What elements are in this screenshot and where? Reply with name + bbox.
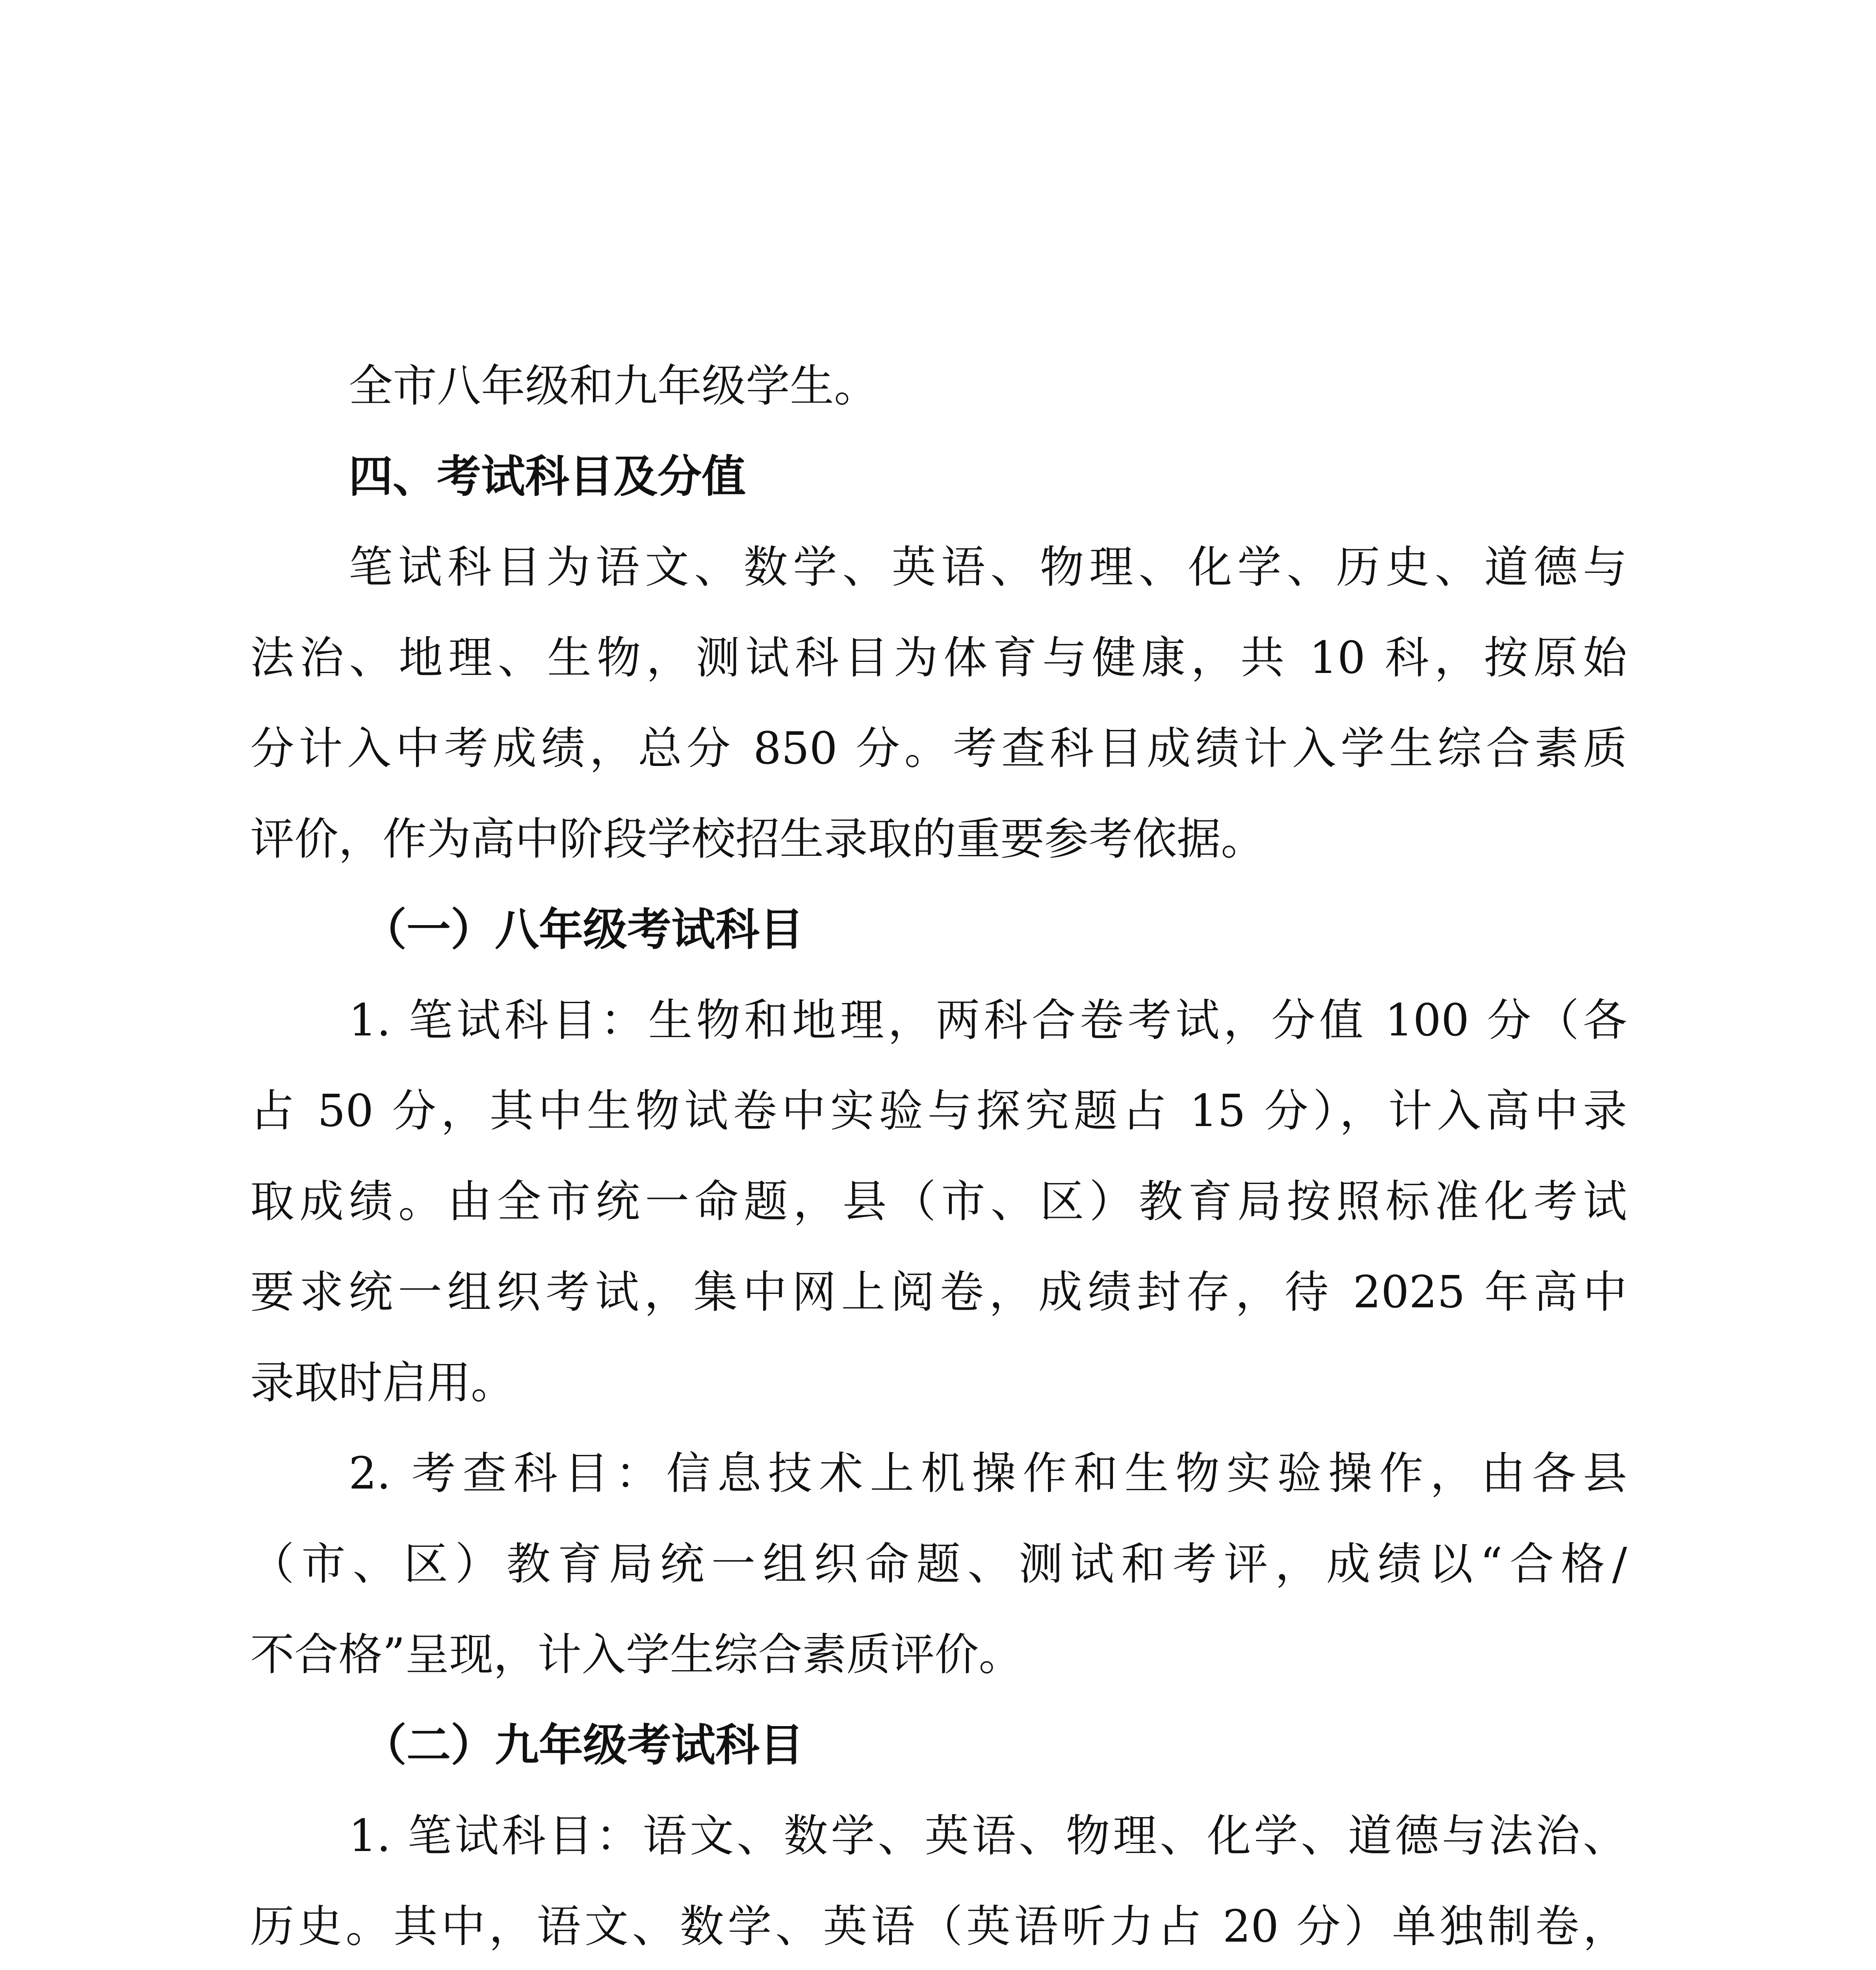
body-line: 分计入中考成绩，总分 850 分。考查科目成绩计入学生综合素质 [250, 723, 1627, 774]
body-line: 占 50 分，其中生物试卷中实验与探究题占 15 分），计入高中录 [250, 1085, 1627, 1137]
body-line: 1. 笔试科目：语文、数学、英语、物理、化学、道德与法治、 [349, 1810, 1627, 1862]
body-line: 2. 考查科目：信息技术上机操作和生物实验操作，由各县 [349, 1448, 1627, 1499]
body-line: 笔试科目为语文、数学、英语、物理、化学、历史、道德与 [349, 542, 1627, 593]
body-line: （市、区）教育局统一组织命题、测试和考评，成绩以“合格/ [250, 1539, 1627, 1590]
body-line: 不合格”呈现，计入学生综合素质评价。 [250, 1629, 1023, 1680]
body-line: 全市八年级和九年级学生。 [349, 361, 878, 412]
body-line: 1. 笔试科目：生物和地理，两科合卷考试，分值 100 分（各 [349, 995, 1627, 1046]
subsection-heading: （一）八年级考试科目 [362, 904, 804, 955]
section-heading: 四、考试科目及分值 [349, 451, 746, 502]
body-line: 评价，作为高中阶段学校招生录取的重要参考依据。 [250, 814, 1265, 865]
body-line: 法治、地理、生物，测试科目为体育与健康，共 10 科，按原始 [250, 632, 1627, 684]
body-line: 录取时启用。 [250, 1357, 515, 1409]
body-line: 取成绩。由全市统一命题，县（市、区）教育局按照标准化考试 [250, 1176, 1627, 1227]
subsection-heading: （二）九年级考试科目 [362, 1719, 804, 1771]
body-line: 要求统一组织考试，集中网上阅卷，成绩封存，待 2025 年高中 [250, 1267, 1627, 1318]
body-line: 历史。其中，语文、数学、英语（英语听力占 20 分）单独制卷， [250, 1901, 1627, 1952]
